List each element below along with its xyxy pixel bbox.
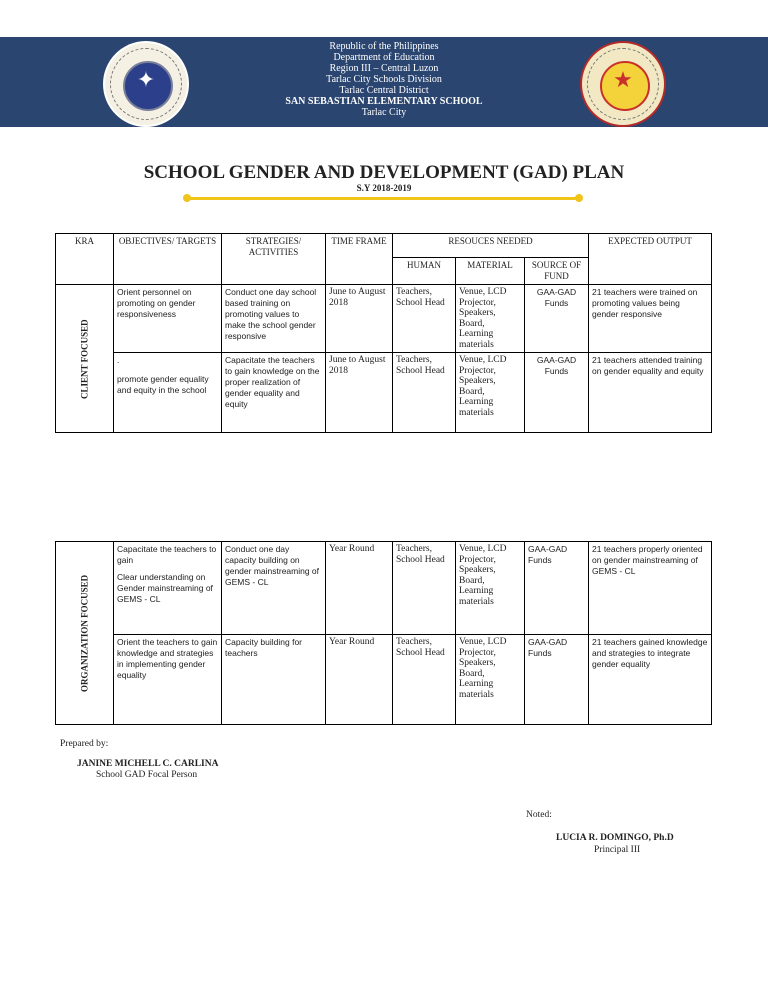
header-line: Department of Education xyxy=(333,52,435,63)
header-banner xyxy=(0,37,768,127)
human-cell: Teachers, School Head xyxy=(393,542,456,635)
human-cell: Teachers, School Head xyxy=(393,635,456,725)
gad-table-org xyxy=(55,541,712,725)
strategy-cell: Capacitate the teachers to gain knowledge on the proper realization of gender equality and equity xyxy=(222,353,326,433)
fund-cell: GAA-GAD Funds xyxy=(525,285,589,353)
client-focused-label: CLIENT FOCUSED xyxy=(56,285,114,433)
school-city: Tarlac City xyxy=(361,107,407,118)
gad-table-client xyxy=(55,233,712,433)
human-cell: Teachers, School Head xyxy=(393,353,456,433)
objective-text: promote gender equality and equity in the school xyxy=(117,374,209,395)
header-line: Region III – Central Luzon xyxy=(329,63,439,74)
fund-header: SOURCE OF FUND xyxy=(525,258,589,285)
table-row xyxy=(56,353,712,433)
objective-cell xyxy=(114,353,222,433)
strategy-cell: Capacity building for teachers xyxy=(222,635,326,725)
time-cell: June to August 2018 xyxy=(326,353,393,433)
output-cell: 21 teachers attended training on gender equality and equity xyxy=(589,353,712,433)
objective-text: Clear understanding on Gender mainstreaming of GEMS - CL xyxy=(117,572,213,604)
objective-cell: Orient the teachers to gain knowledge and strategies in implementing gender equality xyxy=(114,635,222,725)
document-title: SCHOOL GENDER AND DEVELOPMENT (GAD) PLAN xyxy=(143,162,625,183)
kra-header: KRA xyxy=(56,234,114,285)
strategy-cell: Conduct one day school based training on promoting values to make the school gender responsive xyxy=(222,285,326,353)
material-cell: Venue, LCD Projector, Speakers, Board, Learning materials xyxy=(456,285,525,353)
resources-header: RESOUCES NEEDED xyxy=(393,234,589,258)
school-seal-icon: ★ xyxy=(580,41,666,127)
header-line: Tarlac Central District xyxy=(339,85,429,96)
table-row xyxy=(56,635,712,725)
organization-focused-label: ORGANIZATION FOCUSED xyxy=(56,542,114,725)
time-cell: Year Round xyxy=(326,635,393,725)
prepared-name: JANINE MICHELL C. CARLINA xyxy=(77,759,219,769)
material-header: MATERIAL xyxy=(456,258,525,285)
output-cell: 21 teachers were trained on promoting values being gender responsive xyxy=(589,285,712,353)
time-cell: June to August 2018 xyxy=(326,285,393,353)
objective-cell xyxy=(114,542,222,635)
human-cell: Teachers, School Head xyxy=(393,285,456,353)
material-cell: Venue, LCD Projector, Speakers, Board, Learning materials xyxy=(456,542,525,635)
header-line: Tarlac City Schools Division xyxy=(326,74,442,85)
objective-mark: . xyxy=(117,355,120,365)
time-cell: Year Round xyxy=(326,542,393,635)
output-header: EXPECTED OUTPUT xyxy=(589,234,712,285)
objective-text: Capacitate the teachers to gain xyxy=(117,544,217,565)
table-row xyxy=(56,542,712,635)
material-cell: Venue, LCD Projector, Speakers, Board, Learning materials xyxy=(456,635,525,725)
header-line: Republic of the Philippines xyxy=(329,41,439,52)
strategy-cell: Conduct one day capacity building on gender mainstreaming of GEMS - CL xyxy=(222,542,326,635)
fund-cell: GAA-GAD Funds xyxy=(525,353,589,433)
material-cell: Venue, LCD Projector, Speakers, Board, Learning materials xyxy=(456,353,525,433)
human-header: HUMAN xyxy=(393,258,456,285)
noted-label: Noted: xyxy=(526,810,552,820)
strategies-header: STRATEGIES/ ACTIVITIES xyxy=(222,234,326,285)
fund-cell: GAA-GAD Funds xyxy=(525,542,589,635)
table-row xyxy=(56,285,712,353)
fund-cell: GAA-GAD Funds xyxy=(525,635,589,725)
objectives-header: OBJECTIVES/ TARGETS xyxy=(114,234,222,285)
objective-cell: Orient personnel on promoting on gender responsiveness xyxy=(114,285,222,353)
title-divider xyxy=(186,197,580,200)
noted-name: LUCIA R. DOMINGO, Ph.D xyxy=(556,833,674,843)
school-name: SAN SEBASTIAN ELEMENTARY SCHOOL xyxy=(285,96,483,107)
time-header: TIME FRAME xyxy=(326,234,393,285)
school-year: S.Y 2018-2019 xyxy=(356,183,412,193)
output-cell: 21 teachers properly oriented on gender mainstreaming of GEMS - CL xyxy=(589,542,712,635)
deped-seal-icon: ✦ xyxy=(103,41,189,127)
output-cell: 21 teachers gained knowledge and strategies to integrate gender equality xyxy=(589,635,712,725)
prepared-role: School GAD Focal Person xyxy=(96,770,198,780)
noted-role: Principal III xyxy=(594,845,641,855)
prepared-label: Prepared by: xyxy=(60,739,109,749)
